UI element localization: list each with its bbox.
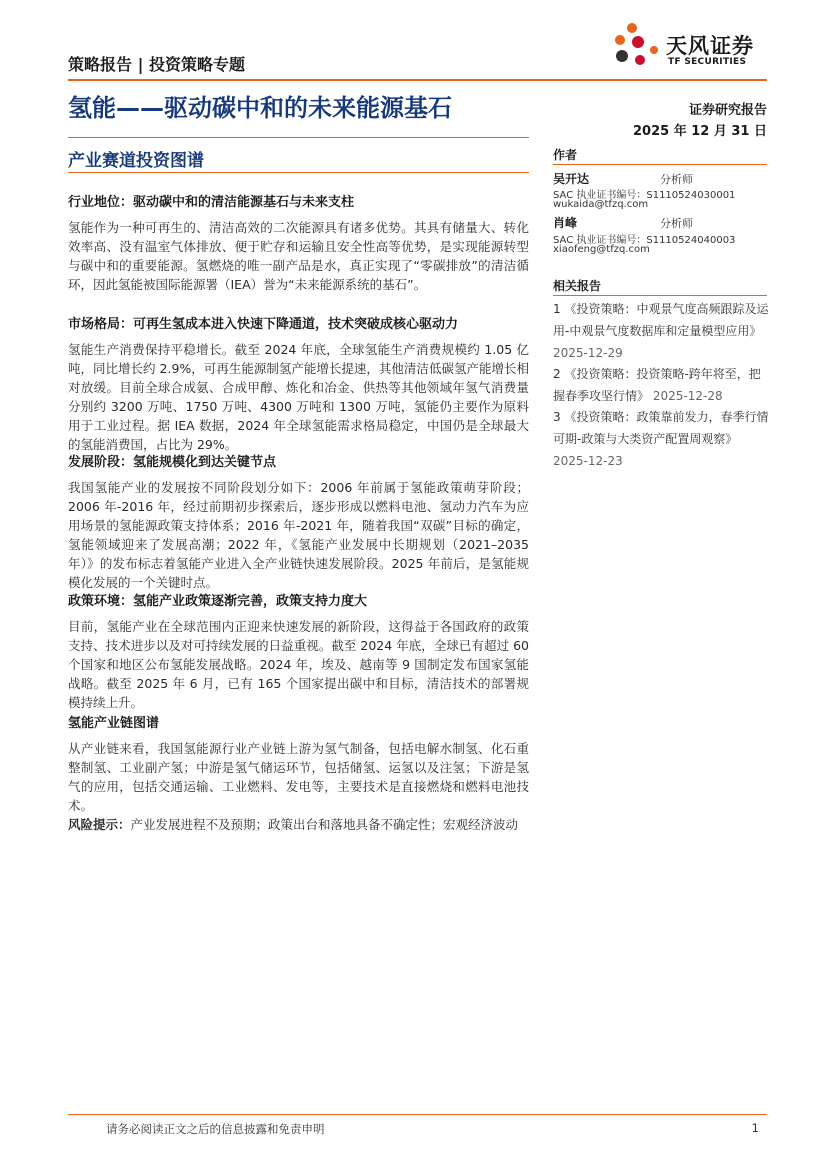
related-report-title[interactable]: 2 《投资策略：投资策略-跨年将至，把握春季攻坚行情》 [553,367,761,403]
related-report-date: 2025-12-28 [652,389,723,403]
author-name: 吴开达 [553,172,590,186]
related-report-item[interactable] [553,363,771,407]
page-title: 氢能——驱动碳中和的未来能源基石 [68,94,452,122]
report-date: 2025 年 12 月 31 日 [633,124,767,139]
section-heading-industry-status: 行业地位：驱动碳中和的清洁能源基石与未来支柱 [68,195,355,210]
related-report-item[interactable] [553,298,771,364]
related-report-item[interactable] [553,406,771,472]
report-category: 策略报告 | 投资策略专题 [68,55,245,74]
section-heading-market: 市场格局：可再生氢成本进入快速下降通道，技术突破成核心驱动力 [68,317,459,332]
section-body-chain: 从产业链来看，我国氢能源行业产业链上游为氢气制备，包括电解水制氢、化石重整制氢、工业副产氢；中游是氢气储运环节，包括储氢、运氢以及注氢；下游是氢气的应用，包括交通运输、工业燃料、发电等，主要技术是直接燃烧和燃料电池技术。 [68,741,529,813]
related-report-title[interactable]: 1 《投资策略：中观景气度高频跟踪及运用-中观景气度数据库和定量模型应用》 [553,302,769,338]
related-report-date: 2025-12-29 [553,346,623,360]
risk-text: 产业发展进程不及预期；政策出台和落地具备不确定性；宏观经济波动 [130,817,519,832]
author-role: 分析师 [660,217,693,230]
footer-disclaimer: 请务必阅读正文之后的信息披露和免责申明 [106,1122,325,1136]
section-heading-policy: 政策环境：氢能产业政策逐渐完善，政策支持力度大 [68,594,368,609]
header-divider [68,79,767,81]
author-role: 分析师 [660,173,693,186]
logo-text: 天风证券 [666,34,754,58]
risk-label: 风险提示： [68,817,131,832]
section-body-policy: 目前，氢能产业在全球范围内正迎来快速发展的新阶段，这得益于各国政府的政策支持、技术进步以及对可持续发展的日益重视。截至 2024 年底，全球已有超过 60 个国家和地区公布氢能发展战略。2024 年，埃及、越南等 9 国制定发布国家氢能战略。截至 2025 年 6 月，已有 165 个国家提出碳中和目标，清洁技术的部署规模持续上升。 [68,619,529,710]
author-email[interactable]: xiaofeng@tfzq.com [553,244,650,255]
logo-subtext: TF SECURITIES [668,57,747,67]
author-cert: SAC 执业证书编号：S1110524030001 [553,190,736,201]
page-number: 1 [751,1121,759,1135]
section-heading-stage: 发展阶段：氢能规模化到达关键节点 [68,455,277,470]
author-name: 肖峰 [553,216,578,230]
page-subtitle: 产业赛道投资图谱 [68,151,204,171]
related-reports-heading: 相关报告 [553,279,602,293]
author-email[interactable]: wukaida@tfzq.com [553,199,649,210]
report-type: 证券研究报告 [688,103,767,118]
authors-heading: 作者 [553,148,578,162]
subtitle-divider [68,137,529,138]
section-body-industry-status: 氢能作为一种可再生的、清洁高效的二次能源具有诸多优势。其具有储量大、转化效率高、没有温室气体排放、便于贮存和运输且安全性高等优势，是实现能源转型与碳中和的重要能源。氢燃烧的唯一副产品是水，真正实现了“零碳排放”的清洁循环，因此氢能被国际能源署（IEA）誉为“未来能源系统的基石”。 [68,220,529,292]
related-divider [553,295,767,296]
related-report-date: 2025-12-23 [553,454,623,468]
section-body-stage: 我国氢能产业的发展按不同阶段划分如下：2006 年前属于氢能政策萌芽阶段；2006 年-2016 年，经过前期初步探索后，逐步形成以燃料电池、氢动力汽车为应用场景的氢能源政策支持体系；2016 年-2021 年，随着我国“双碳”目标的确定，氢能领域迎来了发展高潮；2022 年，《氢能产业发展中长期规划（2021–2035 年）》的发布标志着氢能产业进入全产业链快速发展阶段。2025 年前后，是氢能规模化发展的一个关键时点。 [68,480,529,590]
author-cert: SAC 执业证书编号：S1110524040003 [553,235,736,246]
section-heading-chain: 氢能产业链图谱 [68,716,160,731]
risk-warning [68,815,529,834]
authors-divider [553,164,767,165]
section-body-market: 氢能生产消费保持平稳增长。截至 2024 年底，全球氢能生产消费规模约 1.05 亿吨，同比增长约 2.9%，可再生能源制氢产能增长提速，其他清洁低碳氢产能增长相对放缓。目前全球合成氨、合成甲醇、炼化和冶金、供热等其他领域年氢气消费量分别约 3200 万吨、1750 万吨、4300 万吨和 1300 万吨，氢能仍主要作为原料用于工业过程。据 IEA 数据，2024 年全球氢能需求格局稳定，中国仍是全球最大的氢能消费国，占比为 29%。 [68,342,529,452]
subtitle-underline [68,172,529,173]
footer-divider [68,1114,767,1115]
tf-logo-icon [610,18,666,74]
related-report-title[interactable]: 3 《投资策略：政策靠前发力，春季行情可期-政策与大类资产配置周观察》 [553,410,769,446]
